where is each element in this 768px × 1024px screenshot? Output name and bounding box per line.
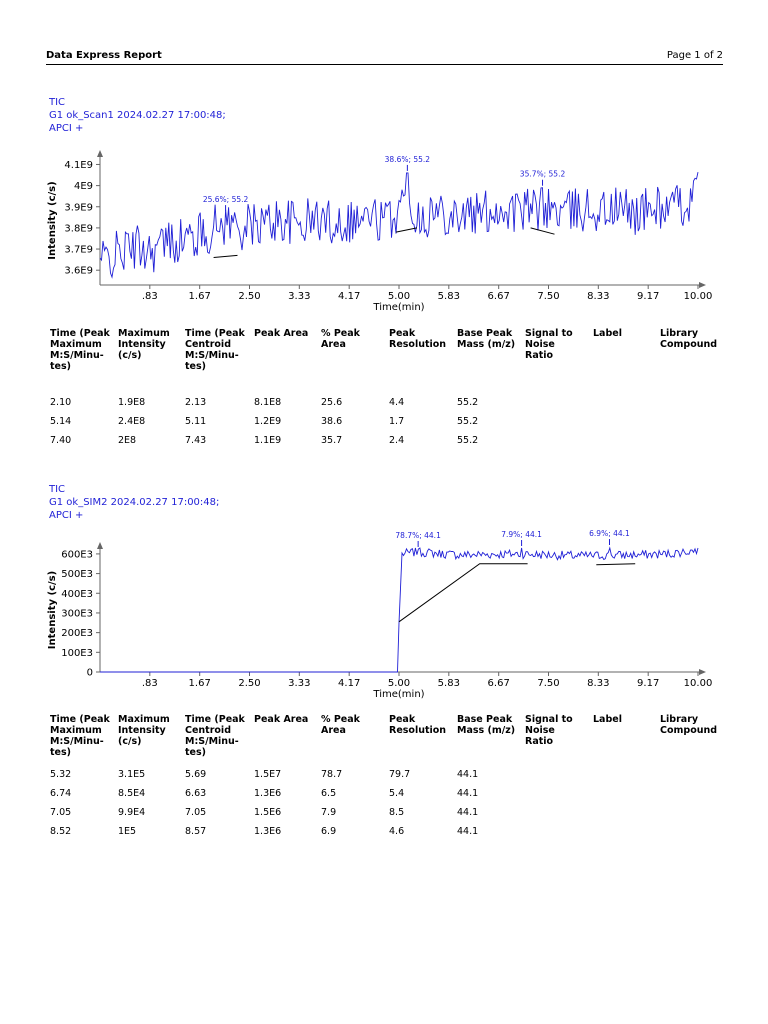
y-tick-label: 200E3 [61, 628, 93, 640]
peak-label: 7.9%; 44.1 [501, 530, 542, 539]
y-tick-label: 500E3 [61, 569, 93, 581]
peak-baseline [399, 564, 528, 622]
chromatogram-info-1 [49, 96, 226, 135]
y-tick-label: 3.6E9 [64, 265, 93, 277]
table-cell: 8.5 [389, 807, 405, 818]
table-cell: 9.9E4 [118, 807, 146, 818]
table-cell: 55.2 [457, 435, 479, 446]
y-tick-label: 3.9E9 [64, 202, 93, 214]
table-cell: 8.57 [185, 826, 207, 837]
table-cell: 8.1E8 [254, 397, 282, 408]
y-tick-label: 4.1E9 [64, 159, 93, 171]
y-tick-label: 300E3 [61, 608, 93, 620]
table-cell: 44.1 [457, 807, 479, 818]
y-tick-label: 600E3 [61, 549, 93, 561]
x-axis-label: Time(min) [373, 689, 425, 700]
x-tick-label: 8.33 [587, 291, 610, 302]
column-header: Maximum Intensity (c/s) [118, 714, 170, 747]
y-axis-arrow [97, 542, 103, 549]
table-cell: 1.3E6 [254, 788, 282, 799]
column-header: Label [593, 714, 622, 725]
y-tick-label: 3.8E9 [64, 223, 93, 235]
table-cell: 7.05 [50, 807, 72, 818]
table-cell: 5.11 [185, 416, 207, 427]
x-tick-label: .83 [141, 291, 158, 302]
table-cell: 1.5E7 [254, 769, 282, 780]
table-cell: 2.4 [389, 435, 405, 446]
signal-trace [100, 169, 698, 277]
table-cell: 6.63 [185, 788, 207, 799]
column-header: Time (Peak Centroid M:S/Minu- tes) [185, 328, 245, 372]
table-cell: 5.4 [389, 788, 405, 799]
table-cell: 1E5 [118, 826, 137, 837]
x-tick-label: 7.50 [537, 291, 560, 302]
tic-scan-chart [0, 140, 768, 320]
y-axis-label: Intensity (c/s) [47, 181, 58, 260]
x-tick-label: 10.00 [683, 291, 713, 302]
table-cell: 6.9 [321, 826, 337, 837]
peak-table-1 [50, 328, 730, 446]
table-cell: 8.5E4 [118, 788, 146, 799]
x-tick-label: 4.17 [338, 291, 361, 302]
info-sample: G1 ok_Scan1 2024.02.27 17:00:48; [49, 110, 226, 121]
column-header: Signal to Noise Ratio [525, 328, 573, 361]
tic-sim-chart [0, 520, 768, 708]
peak-baseline [396, 228, 417, 232]
x-tick-label: .83 [141, 678, 158, 689]
y-tick-label: 100E3 [61, 647, 93, 659]
column-header: Time (Peak Maximum M:S/Minu- tes) [50, 714, 110, 758]
peak-table-2 [50, 714, 730, 839]
x-tick-label: 1.67 [188, 291, 211, 302]
y-tick-label: 4E9 [73, 181, 93, 193]
table-cell: 8.52 [50, 826, 72, 837]
x-tick-label: 6.67 [487, 291, 510, 302]
table-cell: 7.05 [185, 807, 207, 818]
y-tick-label: 3.7E9 [64, 244, 93, 256]
y-tick-label: 400E3 [61, 588, 93, 600]
peak-label: 25.6%; 55.2 [202, 195, 249, 205]
y-axis-arrow [97, 150, 103, 157]
report-header [46, 50, 723, 65]
table-cell: 2.13 [185, 397, 207, 408]
peak-label: 78.7%; 44.1 [395, 530, 441, 540]
table-cell: 44.1 [457, 769, 479, 780]
x-tick-label: 3.33 [288, 291, 311, 302]
x-tick-label: 4.17 [338, 678, 361, 689]
table-cell: 1.7 [389, 416, 405, 427]
x-tick-label: 7.50 [537, 678, 560, 689]
peak-label: 35.7%; 55.2 [519, 169, 566, 179]
column-header: Peak Resolution [389, 714, 447, 736]
x-tick-label: 8.33 [587, 678, 610, 689]
table-cell: 35.7 [321, 435, 343, 446]
x-axis-label: Time(min) [373, 302, 425, 313]
info-ionization: APCI + [49, 123, 84, 134]
column-header: % Peak Area [321, 714, 360, 736]
y-tick-label: 0 [86, 667, 93, 679]
x-tick-label: 9.17 [637, 678, 660, 689]
table-cell: 6.74 [50, 788, 72, 799]
table-cell: 1.2E9 [254, 416, 282, 427]
x-tick-label: 10.00 [683, 678, 713, 689]
column-header: % Peak Area [321, 328, 360, 350]
info-trace-type: TIC [49, 484, 66, 495]
table-cell: 55.2 [457, 397, 479, 408]
page-number: Page 1 of 2 [666, 50, 723, 61]
peak-baseline [531, 228, 555, 234]
table-cell: 7.43 [185, 435, 207, 446]
chromatogram-info-2 [49, 483, 219, 522]
column-header: Peak Area [254, 714, 309, 725]
info-sample: G1 ok_SIM2 2024.02.27 17:00:48; [49, 497, 220, 508]
peak-label: 38.6%; 55.2 [384, 154, 431, 164]
table-cell: 5.69 [185, 769, 207, 780]
table-cell: 4.6 [389, 826, 405, 837]
signal-trace [100, 548, 698, 672]
table-cell: 5.32 [50, 769, 72, 780]
x-tick-label: 2.50 [238, 678, 261, 689]
table-cell: 1.3E6 [254, 826, 282, 837]
info-ionization: APCI + [49, 510, 84, 521]
table-cell: 2.4E8 [118, 416, 146, 427]
x-tick-label: 3.33 [288, 678, 311, 689]
x-tick-label: 1.67 [188, 678, 211, 689]
table-cell: 7.40 [50, 435, 72, 446]
table-cell: 3.1E5 [118, 769, 146, 780]
x-tick-label: 2.50 [238, 291, 261, 302]
table-cell: 78.7 [321, 769, 343, 780]
peak-baseline [596, 564, 635, 565]
x-tick-label: 5.00 [387, 291, 411, 302]
column-header: Signal to Noise Ratio [525, 714, 573, 747]
column-header: Maximum Intensity (c/s) [118, 328, 170, 361]
table-cell: 79.7 [389, 769, 411, 780]
x-tick-label: 5.83 [437, 678, 460, 689]
y-axis-label: Intensity (c/s) [47, 570, 58, 650]
x-tick-label: 5.00 [387, 678, 411, 689]
table-cell: 1.1E9 [254, 435, 282, 446]
column-header: Base Peak Mass (m/z) [457, 328, 516, 350]
x-tick-label: 9.17 [637, 291, 660, 302]
info-trace-type: TIC [49, 97, 66, 108]
report-title: Data Express Report [46, 50, 162, 61]
column-header: Base Peak Mass (m/z) [457, 714, 516, 736]
table-cell: 55.2 [457, 416, 479, 427]
table-cell: 1.5E6 [254, 807, 282, 818]
column-header: Library Compound [660, 328, 718, 350]
x-axis-arrow [699, 282, 706, 288]
column-header: Time (Peak Centroid M:S/Minu- tes) [185, 714, 245, 758]
table-cell: 1.9E8 [118, 397, 146, 408]
x-tick-label: 6.67 [487, 678, 510, 689]
table-cell: 5.14 [50, 416, 72, 427]
column-header: Label [593, 328, 622, 339]
table-cell: 7.9 [321, 807, 337, 818]
x-axis-arrow [699, 669, 706, 675]
table-cell: 6.5 [321, 788, 337, 799]
table-cell: 2.10 [50, 397, 72, 408]
column-header: Peak Resolution [389, 328, 447, 350]
table-cell: 2E8 [118, 435, 137, 446]
table-cell: 44.1 [457, 826, 479, 837]
column-header: Library Compound [660, 714, 718, 736]
peak-label: 6.9%; 44.1 [589, 529, 630, 539]
table-cell: 44.1 [457, 788, 479, 799]
x-tick-label: 5.83 [437, 291, 460, 302]
table-cell: 25.6 [321, 397, 343, 408]
peak-baseline [214, 255, 238, 257]
table-cell: 38.6 [321, 416, 343, 427]
column-header: Peak Area [254, 328, 309, 339]
column-header: Time (Peak Maximum M:S/Minu- tes) [50, 328, 110, 372]
table-cell: 4.4 [389, 397, 405, 408]
